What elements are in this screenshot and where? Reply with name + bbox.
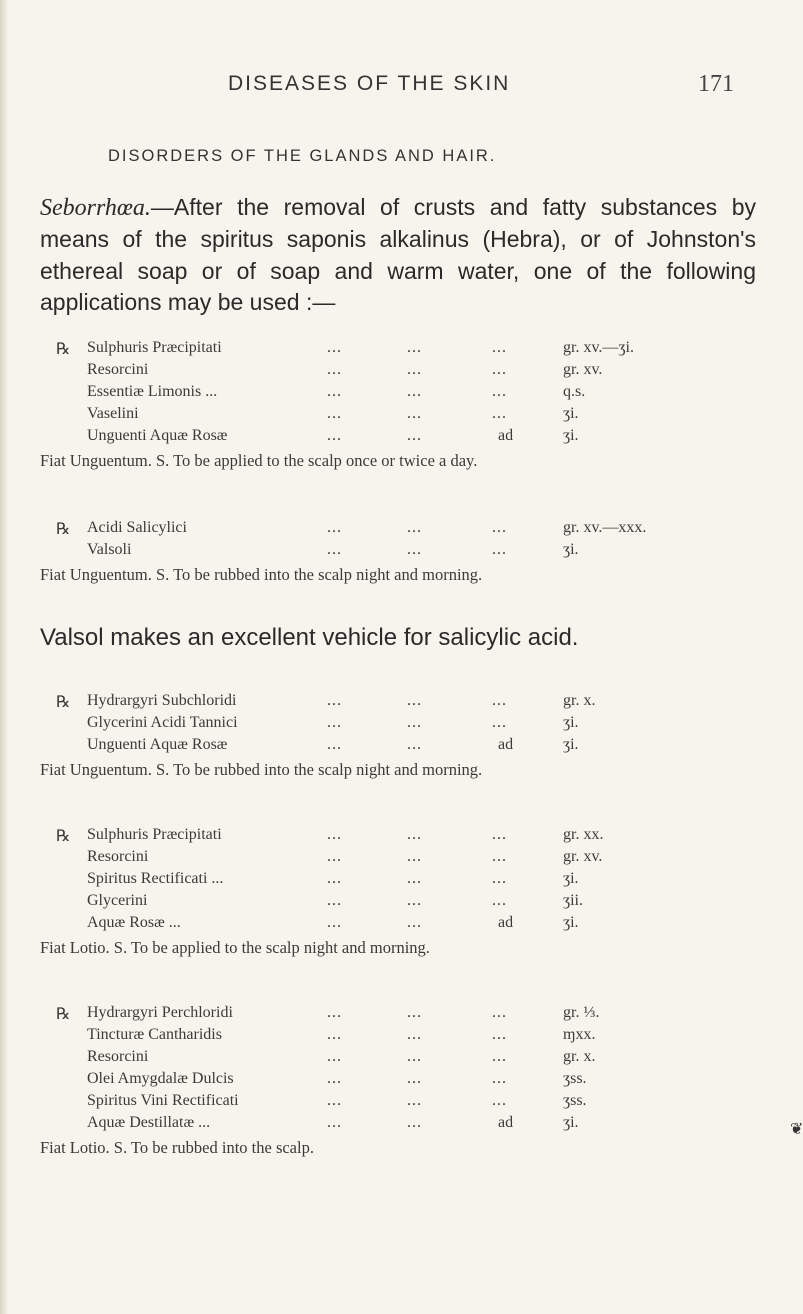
page-edge-shadow <box>0 0 9 1314</box>
rx-line <box>40 1092 756 1114</box>
rx-line <box>40 1070 756 1092</box>
leader-dots: ... <box>327 339 342 356</box>
leader-dots: ... <box>327 405 342 422</box>
ingredient-quantity: ʒss. <box>563 1092 587 1109</box>
ingredient-name: Acidi Salicylici <box>87 519 187 536</box>
recipe-symbol: ℞ <box>56 694 71 711</box>
leader-dots: ... <box>492 1070 507 1087</box>
leader-dots: ... <box>407 361 422 378</box>
valsol-note: Valsol makes an excellent vehicle for salicylic acid. <box>40 624 579 651</box>
rx-line <box>40 870 756 892</box>
ingredient-name: Glycerini <box>87 892 148 909</box>
ingredient-name: Sulphuris Præcipitati <box>87 826 222 843</box>
rx-line <box>40 692 756 714</box>
leader-dots: ... <box>327 1114 342 1131</box>
leader-dots: ... <box>407 1114 422 1131</box>
ad-marker: ad <box>498 1114 514 1131</box>
ingredient-name: Resorcini <box>87 848 149 865</box>
rx-line <box>40 519 756 541</box>
leader-dots: ... <box>327 892 342 909</box>
ingredient-name: Unguenti Aquæ Rosæ <box>87 427 228 444</box>
ingredient-quantity: ʒii. <box>563 892 583 909</box>
leader-dots: ... <box>327 541 342 558</box>
ingredient-name: Aquæ Destillatæ ... <box>87 1114 211 1131</box>
leader-dots: ... <box>407 541 422 558</box>
leader-dots: ... <box>407 1070 422 1087</box>
ingredient-quantity: ʒi. <box>563 714 579 731</box>
rx-line <box>40 541 756 563</box>
ingredient-quantity: gr. x. <box>563 1048 596 1065</box>
recipe-symbol: ℞ <box>56 1006 71 1023</box>
ingredient-quantity: ʒi. <box>563 541 579 558</box>
rx-line <box>40 914 756 936</box>
ingredient-quantity: gr. x. <box>563 692 596 709</box>
rx-line <box>40 383 756 405</box>
ingredient-quantity: gr. xv. <box>563 361 603 378</box>
leader-dots: ... <box>492 1092 507 1109</box>
leader-dots: ... <box>492 361 507 378</box>
ingredient-name: Hydrargyri Perchloridi <box>87 1004 233 1021</box>
ingredient-name: Resorcini <box>87 361 149 378</box>
rx-line <box>40 1026 756 1048</box>
leader-dots: ... <box>407 339 422 356</box>
ingredient-name: Spiritus Vini Rectificati <box>87 1092 239 1109</box>
leader-dots: ... <box>407 427 422 444</box>
prescription-3 <box>40 692 756 781</box>
leader-dots: ... <box>407 736 422 753</box>
prescription-direction: Fiat Unguentum. S. To be rubbed into the scalp night and morning. <box>40 760 483 779</box>
rx-line <box>40 339 756 361</box>
ingredient-quantity: ʒi. <box>563 914 579 931</box>
rx-line <box>40 736 756 758</box>
prescription-2 <box>40 519 756 586</box>
ingredient-quantity: gr. xv.—ʒi. <box>563 339 634 356</box>
prescription-direction: Fiat Unguentum. S. To be applied to the scalp once or twice a day. <box>40 451 478 470</box>
margin-mark: ❦ <box>790 1121 803 1138</box>
ad-marker: ad <box>498 736 514 753</box>
leader-dots: ... <box>327 1092 342 1109</box>
prescription-1 <box>40 339 756 472</box>
leader-dots: ... <box>492 339 507 356</box>
leader-dots: ... <box>327 870 342 887</box>
leader-dots: ... <box>327 383 342 400</box>
rx-line <box>40 1114 756 1136</box>
leader-dots: ... <box>407 1004 422 1021</box>
ingredient-name: Aquæ Rosæ ... <box>87 914 181 931</box>
leader-dots: ... <box>327 736 342 753</box>
ad-marker: ad <box>498 427 514 444</box>
ingredient-name: Essentiæ Limonis ... <box>87 383 218 400</box>
intro-text: —After the removal of crusts and fatty substances by means of the spiritus saponis alkalinus (Hebra), or of Johnston's ethereal soap or of soap and warm water, one of the following applications may be used :— <box>40 194 756 315</box>
leader-dots: ... <box>492 541 507 558</box>
leader-dots: ... <box>492 1026 507 1043</box>
prescription-direction: Fiat Lotio. S. To be applied to the scalp night and morning. <box>40 938 430 957</box>
rx-line <box>40 714 756 736</box>
leader-dots: ... <box>407 519 422 536</box>
leader-dots: ... <box>327 848 342 865</box>
ingredient-name: Valsoli <box>87 541 132 558</box>
ingredient-quantity: ɱxx. <box>563 1026 596 1043</box>
rx-line <box>40 1004 756 1026</box>
leader-dots: ... <box>327 914 342 931</box>
rx-line <box>40 427 756 449</box>
leader-dots: ... <box>407 1026 422 1043</box>
leader-dots: ... <box>327 361 342 378</box>
recipe-symbol: ℞ <box>56 521 71 538</box>
leader-dots: ... <box>407 870 422 887</box>
ingredient-quantity: ʒi. <box>563 736 579 753</box>
ingredient-quantity: ʒi. <box>563 427 579 444</box>
running-header <box>0 72 800 102</box>
intro-paragraph <box>40 192 756 318</box>
ingredient-quantity: gr. xx. <box>563 826 604 843</box>
leader-dots: ... <box>492 1004 507 1021</box>
leader-dots: ... <box>327 519 342 536</box>
leader-dots: ... <box>407 1092 422 1109</box>
leader-dots: ... <box>327 1048 342 1065</box>
leader-dots: ... <box>407 892 422 909</box>
leader-dots: ... <box>492 870 507 887</box>
ingredient-name: Olei Amygdalæ Dulcis <box>87 1070 234 1087</box>
leader-dots: ... <box>327 826 342 843</box>
ingredient-name: Spiritus Rectificati ... <box>87 870 224 887</box>
page-number: 171 <box>698 71 734 97</box>
leader-dots: ... <box>492 405 507 422</box>
ingredient-name: Hydrargyri Subchloridi <box>87 692 237 709</box>
leader-dots: ... <box>407 692 422 709</box>
leader-dots: ... <box>407 848 422 865</box>
rx-line <box>40 405 756 427</box>
leader-dots: ... <box>492 714 507 731</box>
leader-dots: ... <box>327 714 342 731</box>
leader-dots: ... <box>407 714 422 731</box>
leader-dots: ... <box>492 383 507 400</box>
ingredient-quantity: ʒss. <box>563 1070 587 1087</box>
leader-dots: ... <box>327 1026 342 1043</box>
leader-dots: ... <box>492 692 507 709</box>
leader-dots: ... <box>327 427 342 444</box>
leader-dots: ... <box>407 914 422 931</box>
section-title: DISORDERS OF THE GLANDS AND HAIR. <box>108 147 497 165</box>
ingredient-name: Unguenti Aquæ Rosæ <box>87 736 228 753</box>
rx-line <box>40 892 756 914</box>
prescription-5 <box>40 1004 756 1159</box>
ingredient-quantity: gr. ⅓. <box>563 1004 600 1021</box>
ingredient-name: Vaselini <box>87 405 139 422</box>
prescription-direction: Fiat Unguentum. S. To be rubbed into the scalp night and morning. <box>40 565 483 584</box>
prescription-direction: Fiat Lotio. S. To be rubbed into the scalp. <box>40 1138 314 1157</box>
leader-dots: ... <box>407 405 422 422</box>
leader-dots: ... <box>492 892 507 909</box>
leader-dots: ... <box>492 519 507 536</box>
rx-line <box>40 848 756 870</box>
ingredient-name: Tincturæ Cantharidis <box>87 1026 222 1043</box>
ingredient-quantity: ʒi. <box>563 870 579 887</box>
recipe-symbol: ℞ <box>56 828 71 845</box>
leader-dots: ... <box>327 1070 342 1087</box>
ingredient-name: Glycerini Acidi Tannici <box>87 714 238 731</box>
ingredient-quantity: q.s. <box>563 383 586 400</box>
recipe-symbol: ℞ <box>56 341 71 358</box>
ingredient-quantity: ʒi. <box>563 1114 579 1131</box>
leader-dots: ... <box>327 1004 342 1021</box>
rx-line <box>40 1048 756 1070</box>
prescription-4 <box>40 826 756 959</box>
seborrhoea-heading: Seborrhœa. <box>40 195 151 221</box>
running-title: DISEASES OF THE SKIN <box>228 72 511 95</box>
ingredient-quantity: gr. xv.—xxx. <box>563 519 647 536</box>
leader-dots: ... <box>407 1048 422 1065</box>
ad-marker: ad <box>498 914 514 931</box>
leader-dots: ... <box>407 383 422 400</box>
rx-line <box>40 826 756 848</box>
leader-dots: ... <box>492 848 507 865</box>
ingredient-name: Sulphuris Præcipitati <box>87 339 222 356</box>
leader-dots: ... <box>492 1048 507 1065</box>
ingredient-name: Resorcini <box>87 1048 149 1065</box>
ingredient-quantity: ʒi. <box>563 405 579 422</box>
ingredient-quantity: gr. xv. <box>563 848 603 865</box>
leader-dots: ... <box>327 692 342 709</box>
rx-line <box>40 361 756 383</box>
leader-dots: ... <box>492 826 507 843</box>
leader-dots: ... <box>407 826 422 843</box>
